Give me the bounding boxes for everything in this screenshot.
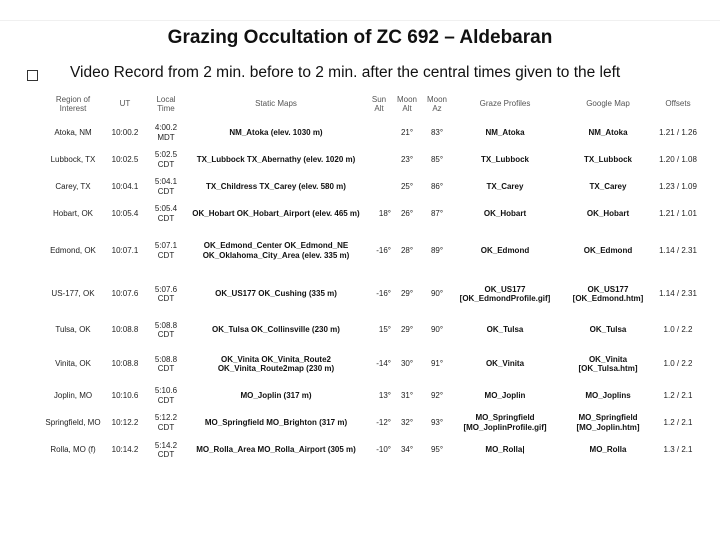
header-sun-alt: Sun Alt <box>371 94 387 113</box>
table-row <box>42 173 698 200</box>
cell-moon-alt: 32° <box>400 417 414 427</box>
cell-offsets: 1.0 / 2.2 <box>663 359 693 369</box>
header-local-time: Local Time <box>156 94 176 113</box>
google-map-link[interactable]: TX_Carey <box>589 181 627 191</box>
cell-offsets: 1.14 / 2.31 <box>659 245 697 255</box>
static-map-link[interactable]: MO_Rolla_Area MO_Rolla_Airport (305 m) <box>196 445 356 455</box>
cell-local-time: 5:08.8 CDT <box>154 320 178 339</box>
cell-region: Tulsa, OK <box>55 325 91 335</box>
cell-moon-az: 90° <box>430 289 444 299</box>
cell-offsets: 1.2 / 2.1 <box>663 417 693 427</box>
google-map-link[interactable]: OK_Vinita [OK_Tulsa.htm] <box>578 354 638 373</box>
table-row <box>42 314 698 346</box>
cell-region: Lubbock, TX <box>50 154 96 164</box>
google-map-link[interactable]: OK_Hobart <box>586 208 630 218</box>
cell-sun-alt: -16° <box>376 245 391 255</box>
cell-ut: 10:05.4 <box>111 208 139 218</box>
cell-ut: 10:02.5 <box>111 154 139 164</box>
cell-sun-alt: -16° <box>376 289 391 299</box>
cell-local-time: 5:07.1 CDT <box>154 241 178 260</box>
cell-region: Hobart, OK <box>52 208 93 218</box>
table-row <box>42 274 698 314</box>
cell-region: Carey, TX <box>55 181 91 191</box>
graze-profile-link[interactable]: OK_Vinita <box>485 359 525 369</box>
cell-ut: 10:07.1 <box>111 245 139 255</box>
header-graze-profiles: Graze Profiles <box>479 99 531 109</box>
cell-ut: 10:08.8 <box>111 325 139 335</box>
cell-ut: 10:04.1 <box>111 181 139 191</box>
static-map-link[interactable]: OK_Vinita OK_Vinita_Route2 OK_Vinita_Route2map (230 m) <box>217 354 335 373</box>
cell-local-time: 4:00.2 MDT <box>154 123 178 142</box>
table-row <box>42 227 698 274</box>
cell-sun-alt: -12° <box>376 417 391 427</box>
cell-moon-az: 83° <box>430 127 444 137</box>
cell-moon-az: 86° <box>430 181 444 191</box>
cell-sun-alt: 15° <box>378 325 391 335</box>
cell-sun-alt: -10° <box>376 445 391 455</box>
google-map-link[interactable]: OK_Tulsa <box>589 325 627 335</box>
cell-moon-alt: 21° <box>400 127 414 137</box>
graze-profile-link[interactable]: OK_Hobart <box>483 208 527 218</box>
cell-moon-alt: 25° <box>400 181 414 191</box>
table-row <box>42 200 698 227</box>
cell-local-time: 5:05.4 CDT <box>154 204 178 223</box>
table-row <box>42 146 698 173</box>
graze-profile-link[interactable]: NM_Atoka <box>485 127 525 137</box>
cell-region: Edmond, OK <box>50 245 96 255</box>
cell-local-time: 5:02.5 CDT <box>154 150 178 169</box>
google-map-link[interactable]: MO_Joplins <box>585 390 631 400</box>
static-map-link[interactable]: OK_US177 OK_Cushing (335 m) <box>215 289 337 299</box>
cell-moon-az: 89° <box>430 245 444 255</box>
table-row <box>42 346 698 382</box>
cell-offsets: 1.3 / 2.1 <box>663 445 693 455</box>
graze-profile-link[interactable]: MO_Rolla| <box>485 445 525 455</box>
cell-moon-alt: 31° <box>400 390 414 400</box>
cell-local-time: 5:14.2 CDT <box>154 440 178 459</box>
header-region: Region of Interest <box>55 94 91 113</box>
graze-profile-link[interactable]: TX_Lubbock <box>480 154 529 164</box>
cell-ut: 10:10.6 <box>111 390 139 400</box>
cell-moon-alt: 30° <box>400 359 414 369</box>
table-row <box>42 382 698 409</box>
header-moon-alt: Moon Alt <box>396 94 417 113</box>
google-map-link[interactable]: MO_Rolla <box>589 445 627 455</box>
graze-profile-link[interactable]: MO_Joplin <box>484 390 526 400</box>
static-map-link[interactable]: NM_Atoka (elev. 1030 m) <box>229 127 323 137</box>
table-header-row <box>42 89 698 119</box>
header-offsets: Offsets <box>665 99 691 109</box>
cell-moon-az: 90° <box>430 325 444 335</box>
static-map-link[interactable]: OK_Tulsa OK_Collinsville (230 m) <box>212 325 340 335</box>
table-row <box>42 119 698 146</box>
cell-local-time: 5:04.1 CDT <box>154 177 178 196</box>
subtitle: Video Record from 2 min. before to 2 min. after the central times given to the left <box>70 64 621 81</box>
graze-profile-link[interactable]: OK_Tulsa <box>486 325 524 335</box>
cell-ut: 10:14.2 <box>111 445 139 455</box>
static-map-link[interactable]: OK_Edmond_Center OK_Edmond_NE OK_Oklahoma_City_Area (elev. 335 m) <box>202 241 350 260</box>
cell-moon-az: 93° <box>430 417 444 427</box>
google-map-link[interactable]: NM_Atoka <box>588 127 628 137</box>
cell-moon-az: 92° <box>430 390 444 400</box>
google-map-link[interactable]: OK_Edmond <box>583 245 633 255</box>
cell-ut: 10:07.6 <box>111 289 139 299</box>
cell-sun-alt: -14° <box>376 359 391 369</box>
cell-moon-alt: 23° <box>400 154 414 164</box>
cell-local-time: 5:10.6 CDT <box>154 386 178 405</box>
header-ut: UT <box>119 99 131 109</box>
cell-sun-alt <box>366 173 392 200</box>
cell-offsets: 1.2 / 2.1 <box>663 390 693 400</box>
cell-sun-alt: 13° <box>378 390 391 400</box>
static-map-link[interactable]: OK_Hobart OK_Hobart_Airport (elev. 465 m) <box>192 208 360 218</box>
graze-profile-link[interactable]: TX_Carey <box>486 181 524 191</box>
cell-sun-alt <box>366 146 392 173</box>
google-map-link[interactable]: MO_Springfield [MO_Joplin.htm] <box>576 413 640 432</box>
cell-offsets: 1.21 / 1.01 <box>659 208 697 218</box>
static-map-link[interactable]: TX_Lubbock TX_Abernathy (elev. 1020 m) <box>196 154 356 164</box>
cell-sun-alt: 18° <box>378 208 391 218</box>
google-map-link[interactable]: OK_US177 [OK_Edmond.htm] <box>572 284 644 303</box>
graze-profile-link[interactable]: MO_Springfield [MO_JoplinProfile.gif] <box>463 413 547 432</box>
cell-region: Atoka, NM <box>54 127 92 137</box>
cell-region: Joplin, MO <box>53 390 93 400</box>
top-divider <box>0 20 720 21</box>
checkbox-bullet-icon <box>27 70 38 81</box>
cell-moon-alt: 34° <box>400 445 414 455</box>
header-google-map: Google Map <box>586 99 630 109</box>
table-row <box>42 436 698 464</box>
graze-profile-link[interactable]: OK_US177 [OK_EdmondProfile.gif] <box>459 284 551 303</box>
static-map-link[interactable]: TX_Childress TX_Carey (elev. 580 m) <box>206 181 346 191</box>
cell-offsets: 1.20 / 1.08 <box>659 154 697 164</box>
cell-moon-alt: 28° <box>400 245 414 255</box>
cell-region: Springfield, MO <box>45 417 101 427</box>
cell-moon-alt: 29° <box>400 289 414 299</box>
cell-ut: 10:08.8 <box>111 359 139 369</box>
static-map-link[interactable]: MO_Springfield MO_Brighton (317 m) <box>204 417 348 427</box>
graze-profile-link[interactable]: OK_Edmond <box>480 245 530 255</box>
page-title: Grazing Occultation of ZC 692 – Aldebaran <box>167 27 553 48</box>
cell-local-time: 5:08.8 CDT <box>154 354 178 373</box>
google-map-link[interactable]: TX_Lubbock <box>583 154 632 164</box>
cell-ut: 10:12.2 <box>111 417 139 427</box>
cell-offsets: 1.0 / 2.2 <box>663 325 693 335</box>
cell-region: US-177, OK <box>51 289 95 299</box>
cell-offsets: 1.23 / 1.09 <box>659 181 697 191</box>
header-static-maps: Static Maps <box>255 99 297 109</box>
static-map-link[interactable]: MO_Joplin (317 m) <box>240 390 312 400</box>
cell-moon-az: 95° <box>430 445 444 455</box>
occultation-table <box>42 89 698 464</box>
cell-ut: 10:00.2 <box>111 127 139 137</box>
header-moon-az: Moon Az <box>426 94 447 113</box>
cell-offsets: 1.21 / 1.26 <box>659 127 697 137</box>
cell-moon-alt: 29° <box>400 325 414 335</box>
cell-moon-alt: 26° <box>400 208 414 218</box>
cell-moon-az: 85° <box>430 154 444 164</box>
cell-local-time: 5:07.6 CDT <box>154 284 178 303</box>
cell-offsets: 1.14 / 2.31 <box>659 289 697 299</box>
table-row <box>42 409 698 436</box>
cell-sun-alt <box>366 119 392 146</box>
cell-local-time: 5:12.2 CDT <box>154 413 178 432</box>
cell-region: Rolla, MO (f) <box>50 445 96 455</box>
cell-region: Vinita, OK <box>55 359 91 369</box>
cell-moon-az: 87° <box>430 208 444 218</box>
cell-moon-az: 91° <box>430 359 444 369</box>
